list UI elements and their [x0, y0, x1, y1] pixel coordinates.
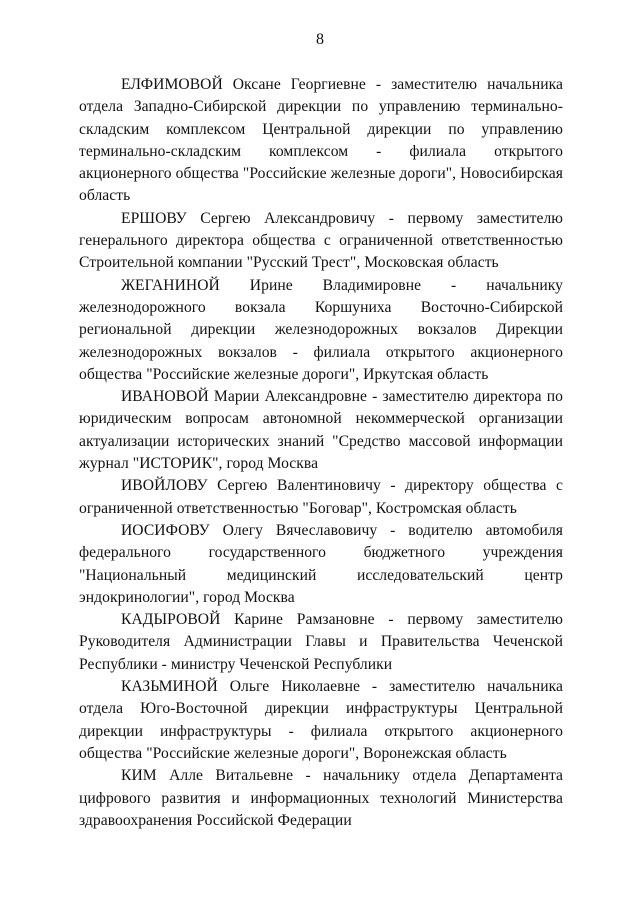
award-list — [79, 74, 563, 832]
list-item: ЖЕГАНИНОЙ Ирине Владимировне - начальнику железнодорожного вокзала Коршуниха Восточно-Сибирской региональной дирекции железнодорожных вокзалов Дирекции железнодорожных вокзалов - филиала открытого акционерного общества "Российские железные дороги", Иркутская область — [79, 276, 563, 383]
list-item: КАДЫРОВОЙ Карине Рамзановне - первому заместителю Руководителя Администрации Главы и Правительства Чеченской Республики - министру Чеченской Республики — [79, 611, 563, 673]
list-item: КИМ Алле Витальевне - начальнику отдела Департамента цифрового развития и информационных технологий Министерства здравоохранения Российской Федерации — [79, 767, 563, 829]
list-item: ИВАНОВОЙ Марии Александровне - заместителю директора по юридическим вопросам автономной некоммерческой организации актуализации исторических знаний "Средство массовой информации журнал "ИСТОРИК", город Москва — [79, 388, 563, 473]
list-item: ЕРШОВУ Сергею Александровичу - первому заместителю генерального директора общества с ограниченной ответственностью Строительной компании "Русский Трест", Московская область — [79, 209, 563, 272]
list-item: ЕЛФИМОВОЙ Оксане Георгиевне - заместителю начальника отдела Западно-Сибирской дирекции по управлению терминально-складским комплексом Центральной дирекции по управлению терминально-складским комплексом - филиала открытого акционерного общества "Российские железные дороги", Новосибирская область — [79, 76, 563, 205]
list-item: ИВОЙЛОВУ Сергею Валентиновичу - директору общества с ограниченной ответственностью "Боговар", Костромская область — [79, 477, 563, 517]
list-item: ИОСИФОВУ Олегу Вячеславовичу - водителю автомобиля федерального государственного бюджетного учреждения "Национальный медицинский исследовательский центр эндокринологии", город Москва — [79, 521, 563, 606]
page-number: 8 — [316, 31, 324, 48]
list-item: КАЗЬМИНОЙ Ольге Николаевне - заместителю начальника отдела Юго-Восточной дирекции инфраструктуры Центральной дирекции инфраструктуры - филиала открытого акционерного общества "Российские железные дороги", Воронежская область — [79, 678, 563, 762]
